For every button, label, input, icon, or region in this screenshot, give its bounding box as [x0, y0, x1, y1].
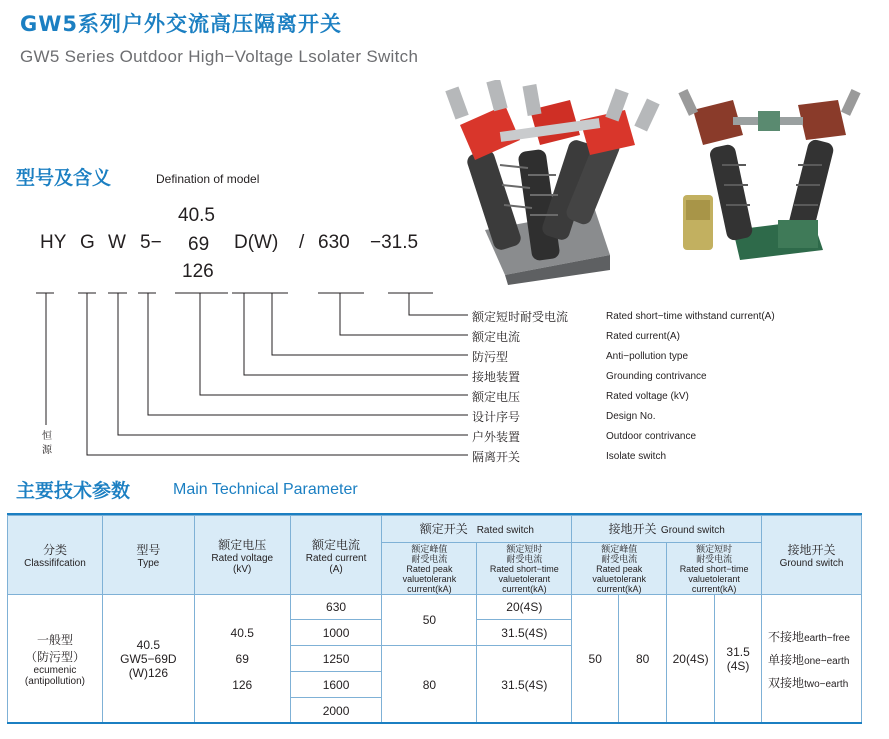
legend-en-isolate: Isolate switch — [606, 451, 667, 462]
vertical-brand-label: 恒源 — [42, 431, 52, 456]
model-w: W — [108, 232, 126, 253]
cell-gs-short-a: 20(4S) — [667, 595, 715, 724]
product-photo-grey-switch — [430, 80, 670, 285]
legend-cn-current: 额定电流 — [472, 330, 521, 344]
model-g: G — [80, 232, 95, 253]
cell-rs-short-b: 31.5(4S) — [477, 620, 572, 646]
parameter-table — [7, 515, 862, 724]
model-dw: D(W) — [234, 232, 279, 253]
header-rated-current: 额定电流 Rated current (A) — [290, 516, 382, 595]
model-voltage-2: 69 — [188, 234, 210, 255]
legend-en-outdoor: Outdoor contrivance — [606, 431, 697, 442]
cell-rs-peak-b: 80 — [382, 646, 477, 724]
page-subtitle: GW5 Series Outdoor High−Voltage Lsolater Switch — [20, 47, 419, 66]
cell-type: 40.5 GW5−69D (W)126 — [102, 595, 194, 724]
legend-en-withstand: Rated short−time withstand current(A) — [606, 311, 775, 322]
cell-gs-peak-b: 80 — [619, 595, 667, 724]
model-voltage-3: 126 — [182, 261, 214, 282]
legend-cn-outdoor: 户外装置 — [472, 430, 521, 444]
header-rated-voltage: 额定电压 Rated voltage (kV) — [194, 516, 290, 595]
header-gs-peak: 额定峰值 耐受电流 Rated peak valuetolerank current(kA) — [572, 543, 667, 595]
header-classification: 分类 Classififcation — [8, 516, 103, 595]
param-section-subtitle: Main Technical Parameter — [173, 481, 358, 498]
model-section-title: 型号及含义 — [16, 167, 112, 189]
legend-cn-withstand: 额定短时耐受电流 — [472, 310, 569, 324]
header-rs-peak: 额定峰值 耐受电流 Rated peak valuetolerank current(kA) — [382, 543, 477, 595]
model-hy: HY — [40, 232, 67, 253]
header-ground-switch: 接地开关 Ground switch — [572, 516, 762, 543]
legend-en-design: Design No. — [606, 411, 656, 422]
cell-gs-peak-a: 50 — [572, 595, 619, 724]
cell-current-1600: 1600 — [290, 672, 382, 698]
product-photo-green-switch — [678, 85, 873, 270]
model-slash: / — [299, 232, 305, 253]
header-gs-short: 额定短时 耐受电流 Rated short−time valuetolerant current(kA) — [667, 543, 762, 595]
cell-current-630: 630 — [290, 595, 382, 620]
cell-rs-short-c: 31.5(4S) — [477, 646, 572, 724]
model-design-no: 5− — [140, 232, 162, 253]
cell-rs-peak-a: 50 — [382, 595, 477, 646]
cell-current-1000: 1000 — [290, 620, 382, 646]
header-type: 型号 Type — [102, 516, 194, 595]
legend-cn-antipollution: 防污型 — [472, 350, 509, 364]
cell-earth-options: 不接地earth−free 单接地one−earth 双接地two−earth — [762, 595, 862, 724]
model-section-subtitle: Defination of model — [156, 172, 260, 186]
legend-en-voltage: Rated voltage (kV) — [606, 391, 689, 402]
legend-en-grounding: Grounding contrivance — [606, 371, 707, 382]
header-rated-switch: 额定开关 Rated switch — [382, 516, 572, 543]
header-rs-short: 额定短时 耐受电流 Rated short−time valuetolerant current(kA) — [477, 543, 572, 595]
header-earth-switch: 接地开关 Ground switch — [762, 516, 862, 595]
cell-rs-short-a: 20(4S) — [477, 595, 572, 620]
model-voltage-1: 40.5 — [178, 205, 215, 226]
legend-cn-voltage: 额定电压 — [472, 390, 521, 404]
cell-voltage: 40.5 69 126 — [194, 595, 290, 724]
legend-cn-design: 设计序号 — [472, 410, 521, 424]
table-bottom-border — [7, 722, 862, 724]
cell-current-1250: 1250 — [290, 646, 382, 672]
param-section-title: 主要技术参数 — [16, 480, 131, 502]
legend-cn-grounding: 接地装置 — [472, 370, 521, 384]
legend-en-current: Rated current(A) — [606, 331, 680, 342]
cell-classification: 一般型 （防污型） ecumenic (antipollution) — [8, 595, 103, 724]
model-current: 630 — [318, 232, 350, 253]
page-title: GW5系列户外交流高压隔离开关 — [20, 12, 343, 36]
cell-current-2000: 2000 — [290, 698, 382, 724]
legend-en-antipollution: Anti−pollution type — [606, 351, 689, 362]
model-withstand: −31.5 — [370, 232, 419, 253]
cell-gs-short-b: 31.5 (4S) — [715, 595, 762, 724]
legend-cn-isolate: 隔离开关 — [472, 450, 521, 464]
